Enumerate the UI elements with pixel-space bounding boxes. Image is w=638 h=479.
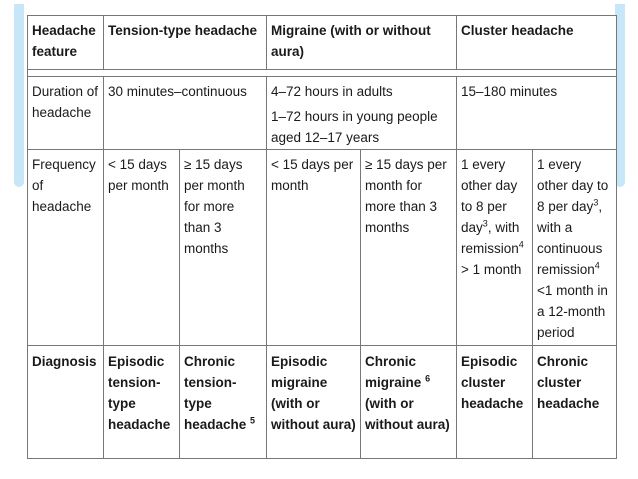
header-feature: Headache feature [28,16,104,70]
spacer-cell [28,70,617,77]
diagnosis-row [28,346,617,459]
diagnosis-migraine-chronic-text-a: Chronic migraine [365,354,422,390]
frequency-tension-chronic: ≥ 15 days per month for more than 3 months [180,150,267,346]
frequency-cluster-chronic-text-c: <1 month in a 12-month period [537,283,608,340]
frequency-label: Frequency of headache [28,150,104,346]
frequency-tension-episodic: < 15 days per month [104,150,180,346]
footnote-4-ref: 4 [518,239,524,250]
duration-cluster: 15–180 minutes [457,77,617,150]
footnote-4-ref: 4 [594,260,600,271]
duration-migraine-young: 1–72 hours in young people aged 12–17 years [271,109,438,145]
header-tension-type: Tension-type headache [104,16,267,70]
header-migraine: Migraine (with or without aura) [267,16,457,70]
table-spacer-row [28,70,617,77]
diagnosis-cluster-chronic: Chronic cluster headache [533,346,617,459]
frequency-cluster-episodic-text-a: 1 every other day to 8 per day [461,157,518,235]
diagnosis-migraine-chronic [361,346,457,459]
duration-migraine [267,77,457,150]
footnote-5-ref: 5 [250,415,256,426]
diagnosis-tension-chronic [180,346,267,459]
frequency-migraine-chronic: ≥ 15 days per month for more than 3 months [361,150,457,346]
frequency-cluster-episodic-text-c: > 1 month [461,262,522,277]
duration-tension: 30 minutes–continuous [104,77,267,150]
frequency-cluster-episodic-text-b: , with remission [461,220,520,256]
frequency-cluster-chronic-text-b: , with a continuous remission [537,199,603,277]
diagnosis-migraine-chronic-text-b: (with or without aura) [365,396,450,432]
frequency-migraine-episodic: < 15 days per month [267,150,361,346]
duration-migraine-adults: 4–72 hours in adults [271,84,393,99]
footnote-3-ref: 3 [593,197,599,208]
header-cluster: Cluster headache [457,16,617,70]
footnote-6-ref: 6 [425,373,431,384]
frequency-row [28,150,617,346]
slide-accent-left [14,4,24,187]
footnote-3-ref: 3 [482,218,488,229]
frequency-cluster-chronic [533,150,617,346]
diagnosis-tension-episodic: Episodic tension-type headache [104,346,180,459]
frequency-cluster-episodic [457,150,533,346]
diagnosis-label: Diagnosis [28,346,104,459]
headache-table-container [27,15,616,470]
diagnosis-migraine-episodic: Episodic migraine (with or without aura) [267,346,361,459]
duration-label: Duration of headache [28,77,104,150]
frequency-cluster-chronic-text-a: 1 every other day to 8 per day [537,157,609,214]
duration-row [28,77,617,150]
headache-comparison-table [27,15,617,459]
table-header-row [28,16,617,70]
diagnosis-tension-chronic-text: Chronic tension-type headache [184,354,247,432]
diagnosis-cluster-episodic: Episodic cluster headache [457,346,533,459]
